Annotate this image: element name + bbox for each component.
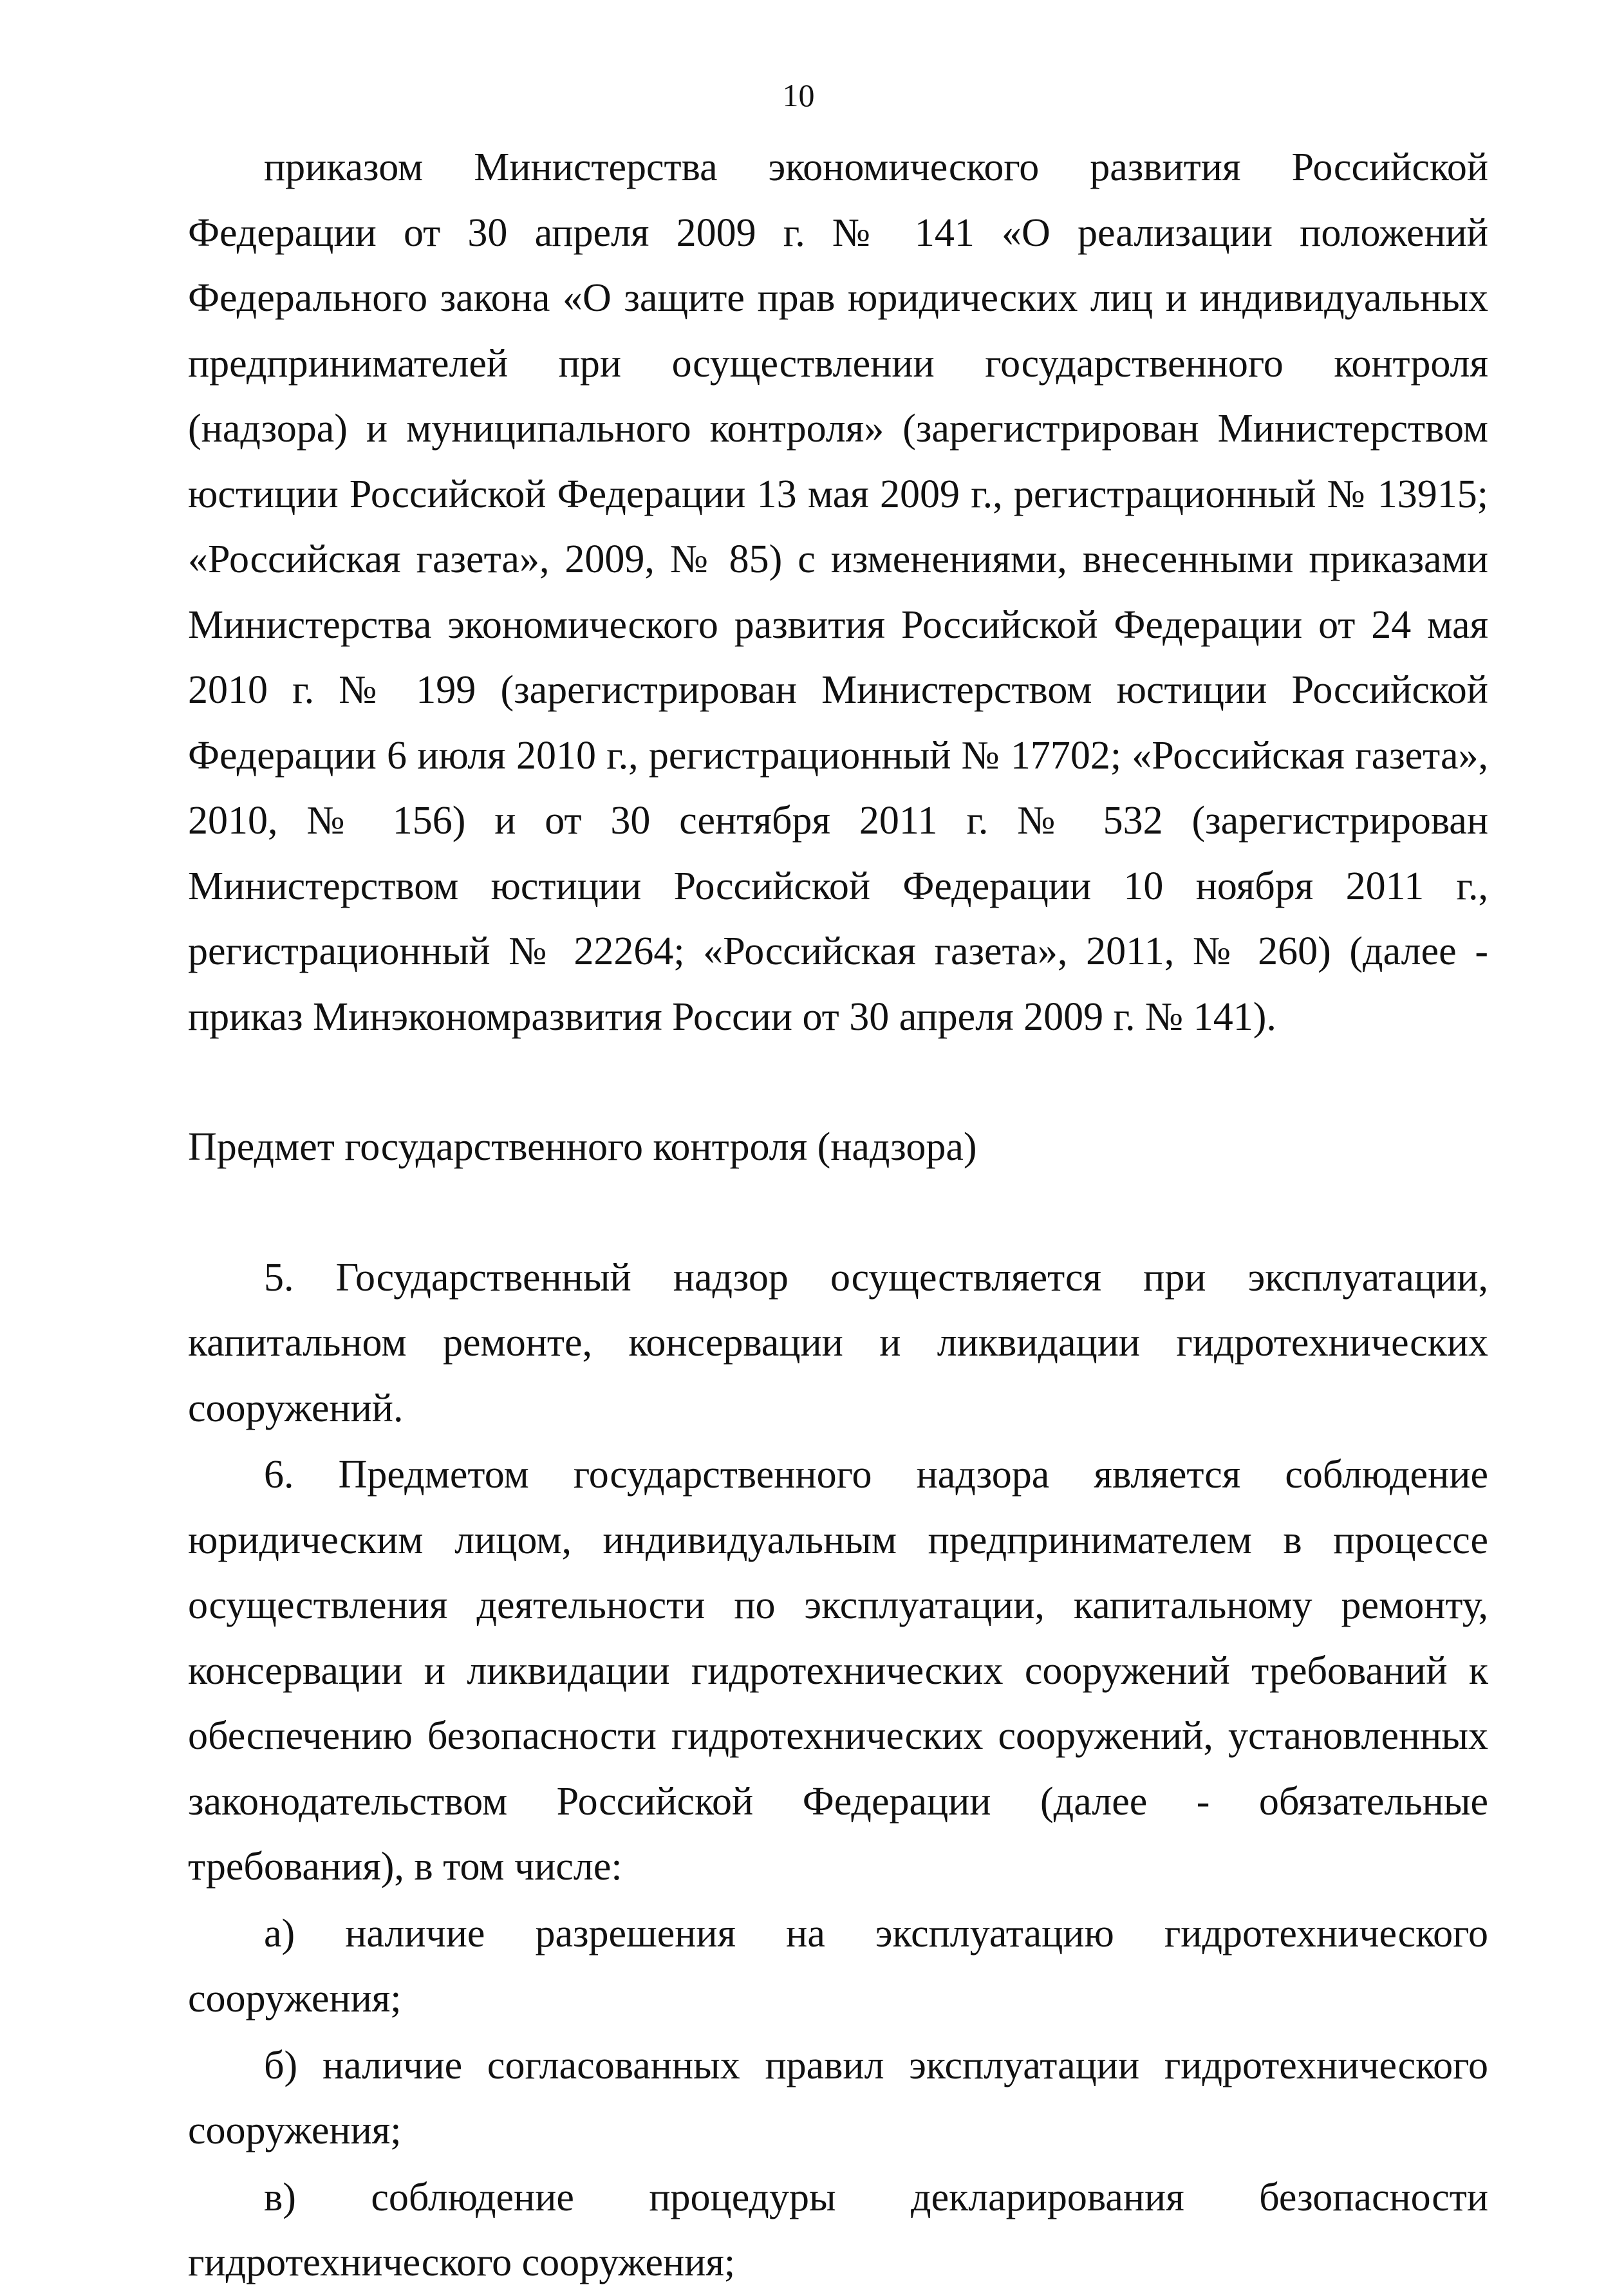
section-heading: Предмет государственного контроля (надзора) [188, 1125, 977, 1169]
list-item-b: б) наличие согласованных правил эксплуатации гидротехнического сооружения; [188, 2043, 1488, 2152]
list-item-v: в) соблюдение процедуры декларирования безопасности гидротехнического сооружения; [188, 2175, 1488, 2284]
document-body [188, 135, 1488, 2296]
page-number: 10 [782, 77, 815, 113]
list-item-a: а) наличие разрешения на эксплуатацию гидротехнического сооружения; [188, 1911, 1488, 2021]
intro-paragraph: приказом Министерства экономического развития Российской Федерации от 30 апреля 2009 г. № 141 «О реализации положений Федерального закона «О защите прав юридических лиц и индивидуальных предпринимателей при осуществлении государственного контроля (надзора) и муниципального контроля» (зарегистрирован Министерством юстиции Российской Федерации 13 мая 2009 г., регистрационный № 13915; «Российская газета», 2009, № 85) с изменениями, внесенными приказами Министерства экономического развития Российской Федерации от 24 мая 2010 г. № 199 (зарегистрирован Министерством юстиции Российской Федерации 6 июля 2010 г., регистрационный № 17702; «Российская газета», 2010, № 156) и от 30 сентября 2011 г. № 532 (зарегистрирован Министерством юстиции Российской Федерации 10 ноября 2011 г., регистрационный № 22264; «Российская газета», 2011, № 260) (далее - приказ Минэкономразвития России от 30 апреля 2009 г. № 141). [188, 145, 1488, 1039]
paragraph-6: 6. Предметом государственного надзора является соблюдение юридическим лицом, индивидуальным предпринимателем в процессе осуществления деятельности по эксплуатации, капитальному ремонту, консервации и ликвидации гидротехнических сооружений требований к обеспечению безопасности гидротехнических сооружений, установленных законодательством Российской Федерации (далее - обязательные требования), в том числе: [188, 1453, 1488, 1889]
paragraph-5: 5. Государственный надзор осуществляется при эксплуатации, капитальном ремонте, консервации и ликвидации гидротехнических сооружений. [188, 1255, 1488, 1430]
